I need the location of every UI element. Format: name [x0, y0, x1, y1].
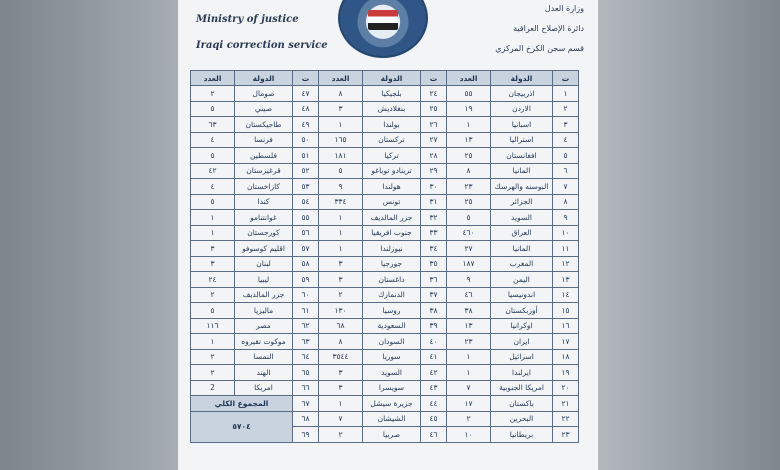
cell-count: ٣	[191, 256, 235, 272]
cell-country: هولندا	[363, 179, 421, 195]
cell-count: ٢	[191, 349, 235, 365]
header-count: العدد	[191, 71, 235, 86]
header-english-ministry: Ministry of justice	[196, 14, 299, 25]
country-count-table	[190, 70, 579, 443]
cell-count: ١	[191, 210, 235, 226]
cell-count: ٥	[447, 210, 491, 226]
cell-number: ٩	[553, 210, 579, 226]
cell-country: روسيا	[363, 303, 421, 319]
cell-number: ٤٠	[421, 334, 447, 350]
table-row	[191, 101, 579, 117]
cell-count: ١	[319, 210, 363, 226]
cell-country: سوريا	[363, 349, 421, 365]
table-row	[191, 256, 579, 272]
header-arabic-department: دائرة الإصلاح العراقية	[513, 24, 584, 33]
background-left	[0, 0, 178, 470]
cell-country: العراق	[491, 225, 553, 241]
cell-count: ٤٦٠	[447, 225, 491, 241]
cell-country: داغستان	[363, 272, 421, 288]
table-row	[191, 303, 579, 319]
cell-count: ٢٧	[447, 241, 491, 257]
cell-number: ١٠	[553, 225, 579, 241]
cell-count: ٢٥	[447, 148, 491, 164]
cell-country: ترينادو توباغو	[363, 163, 421, 179]
cell-country: امريكا الجنوبية	[491, 380, 553, 396]
header-arabic-ministry: وزارة العدل	[544, 4, 584, 13]
cell-count: ١	[191, 225, 235, 241]
table-row	[191, 287, 579, 303]
table-row	[191, 117, 579, 133]
cell-count: ١٠	[447, 427, 491, 443]
cell-country: المانيا	[491, 241, 553, 257]
cell-count: ١٩	[447, 101, 491, 117]
cell-number: ١	[553, 86, 579, 102]
cell-number: ٥٠	[293, 132, 319, 148]
cell-country: صيني	[235, 101, 293, 117]
cell-count: ٥	[319, 163, 363, 179]
cell-country: نيوزلندا	[363, 241, 421, 257]
cell-number: ٣٩	[421, 318, 447, 334]
cell-count: ٩	[319, 179, 363, 195]
cell-country: المانيا	[491, 163, 553, 179]
cell-count: ٢	[319, 287, 363, 303]
cell-count: ١	[319, 225, 363, 241]
cell-number: ٤٤	[421, 396, 447, 412]
cell-count: ٩	[447, 272, 491, 288]
table-row	[191, 210, 579, 226]
cell-country: جورجيا	[363, 256, 421, 272]
cell-country: السعودية	[363, 318, 421, 334]
cell-country: اقليم كوسوفو	[235, 241, 293, 257]
cell-number: ٥٥	[293, 210, 319, 226]
cell-number: ٢١	[553, 396, 579, 412]
table-row	[191, 163, 579, 179]
cell-count: ١١٦	[191, 318, 235, 334]
cell-number: ٦٧	[293, 396, 319, 412]
cell-country: اليمن	[491, 272, 553, 288]
cell-country: اندونيسيا	[491, 287, 553, 303]
cell-number: ٢٠	[553, 380, 579, 396]
table-row	[191, 396, 579, 412]
cell-country: الجزائر	[491, 194, 553, 210]
cell-country: تركيا	[363, 148, 421, 164]
cell-country: صومال	[235, 86, 293, 102]
cell-number: ٣١	[421, 194, 447, 210]
cell-number: ٣٤	[421, 241, 447, 257]
cell-count: ٢	[191, 287, 235, 303]
document-sheet	[178, 0, 598, 470]
cell-count: ١	[319, 117, 363, 133]
cell-number: ٥٦	[293, 225, 319, 241]
cell-count: ٨	[319, 334, 363, 350]
cell-country: اوكرانيا	[491, 318, 553, 334]
table-row	[191, 225, 579, 241]
cell-number: ٤٥	[421, 411, 447, 427]
cell-country: السويد	[363, 365, 421, 381]
cell-number: ٤٦	[421, 427, 447, 443]
cell-country: ايران	[491, 334, 553, 350]
cell-number: ١٧	[553, 334, 579, 350]
cell-count: ٥	[191, 148, 235, 164]
cell-number: ١٩	[553, 365, 579, 381]
cell-number: ٢٥	[421, 101, 447, 117]
table-row	[191, 132, 579, 148]
cell-number: ١٨	[553, 349, 579, 365]
cell-number: ٢٤	[421, 86, 447, 102]
cell-country: الشيشان	[363, 411, 421, 427]
header-country: الدولة	[363, 71, 421, 86]
cell-number: ٦٠	[293, 287, 319, 303]
cell-country: النمسا	[235, 349, 293, 365]
cell-country: أوزبكستان	[491, 303, 553, 319]
cell-country: بنغلاديش	[363, 101, 421, 117]
cell-count: 2	[191, 380, 235, 396]
cell-number: ٢٨	[421, 148, 447, 164]
header-arabic-prison: قسم سجن الكرخ المركزي	[495, 44, 584, 53]
cell-number: ٥٧	[293, 241, 319, 257]
cell-country: سويسرا	[363, 380, 421, 396]
cell-count: ٣	[319, 101, 363, 117]
cell-country: باكستان	[491, 396, 553, 412]
cell-country: جزر المالديف	[363, 210, 421, 226]
cell-number: ٦٥	[293, 365, 319, 381]
cell-country: اسرائيل	[491, 349, 553, 365]
cell-number: ٦٣	[293, 334, 319, 350]
cell-country: اذربيجان	[491, 86, 553, 102]
cell-country: صربيا	[363, 427, 421, 443]
table-row	[191, 272, 579, 288]
cell-count: ٢٥	[447, 194, 491, 210]
cell-count: ١٣	[447, 318, 491, 334]
background-right	[598, 0, 780, 470]
cell-country: ليبيا	[235, 272, 293, 288]
cell-number: ٣٨	[421, 303, 447, 319]
cell-number: ١٢	[553, 256, 579, 272]
cell-country: مصر	[235, 318, 293, 334]
cell-count: ٥	[191, 303, 235, 319]
cell-count: ٣٣٤	[319, 194, 363, 210]
cell-number: ٥٢	[293, 163, 319, 179]
cell-country: ايرلندا	[491, 365, 553, 381]
cell-count: ١٣	[447, 132, 491, 148]
header-number: ت	[293, 71, 319, 86]
cell-count: ٢٣	[447, 334, 491, 350]
cell-country: تونس	[363, 194, 421, 210]
cell-number: ٣٥	[421, 256, 447, 272]
cell-country: فلسطين	[235, 148, 293, 164]
cell-count: ١	[319, 241, 363, 257]
cell-number: ١٦	[553, 318, 579, 334]
cell-country: فرنسا	[235, 132, 293, 148]
cell-number: ٦٩	[293, 427, 319, 443]
cell-country: اسبانيا	[491, 117, 553, 133]
header-count: العدد	[447, 71, 491, 86]
total-value: ٥٧٠٤	[191, 411, 293, 442]
cell-count: ١	[319, 396, 363, 412]
cell-count: ١	[447, 365, 491, 381]
table-row	[191, 349, 579, 365]
cell-number: ٢٢	[553, 411, 579, 427]
cell-number: ٥٤	[293, 194, 319, 210]
cell-number: ٧	[553, 179, 579, 195]
cell-number: ٤٩	[293, 117, 319, 133]
cell-count: ١٨٧	[447, 256, 491, 272]
header-country: الدولة	[235, 71, 293, 86]
cell-number: ٣٦	[421, 272, 447, 288]
cell-number: ٣٣	[421, 225, 447, 241]
cell-country: طاجيكستان	[235, 117, 293, 133]
cell-count: ٧	[319, 411, 363, 427]
cell-number: ٥٩	[293, 272, 319, 288]
cell-count: ٥	[191, 101, 235, 117]
cell-number: ٤٨	[293, 101, 319, 117]
cell-country: كندا	[235, 194, 293, 210]
cell-count: ٦٣	[191, 117, 235, 133]
cell-count: ٥	[191, 194, 235, 210]
cell-count: ٢	[319, 427, 363, 443]
header-english-service: Iraqi correction service	[196, 40, 328, 51]
table-row	[191, 241, 579, 257]
table-row	[191, 148, 579, 164]
cell-number: ٨	[553, 194, 579, 210]
table-row	[191, 86, 579, 102]
cell-count: ١٧	[447, 396, 491, 412]
cell-number: ١١	[553, 241, 579, 257]
cell-number: ٥٣	[293, 179, 319, 195]
cell-count: ٣	[191, 241, 235, 257]
table-row	[191, 380, 579, 396]
cell-count: ٢٤	[191, 272, 235, 288]
cell-count: ٤٢	[191, 163, 235, 179]
cell-country: بلجيكيا	[363, 86, 421, 102]
cell-number: ٢٧	[421, 132, 447, 148]
cell-country: كورجستان	[235, 225, 293, 241]
cell-number: ٢٩	[421, 163, 447, 179]
cell-country: كازاخستان	[235, 179, 293, 195]
cell-count: ٣	[319, 272, 363, 288]
cell-country: تركستان	[363, 132, 421, 148]
cell-number: ٦٦	[293, 380, 319, 396]
cell-number: ٤٣	[421, 380, 447, 396]
cell-country: جنوب افريقيا	[363, 225, 421, 241]
cell-number: ٣٠	[421, 179, 447, 195]
cell-count: ١٦٥	[319, 132, 363, 148]
cell-country: استراليا	[491, 132, 553, 148]
cell-count: ٤	[191, 132, 235, 148]
cell-number: ٤	[553, 132, 579, 148]
cell-count: ٨	[319, 86, 363, 102]
cell-count: ٣٨	[447, 303, 491, 319]
table-row	[191, 194, 579, 210]
cell-count: ١	[447, 117, 491, 133]
cell-number: ٣٧	[421, 287, 447, 303]
cell-count: ٣	[319, 256, 363, 272]
cell-number: ٦٨	[293, 411, 319, 427]
cell-count: ٤	[191, 179, 235, 195]
cell-country: السويد	[491, 210, 553, 226]
cell-number: ٦٢	[293, 318, 319, 334]
cell-count: ٢٣	[447, 179, 491, 195]
cell-count: ٨	[447, 163, 491, 179]
ministry-seal-icon	[338, 0, 428, 58]
cell-number: ٣٢	[421, 210, 447, 226]
cell-number: ١٥	[553, 303, 579, 319]
cell-count: ١	[191, 334, 235, 350]
cell-number: ٢٣	[553, 427, 579, 443]
cell-number: ٢٦	[421, 117, 447, 133]
cell-number: ٥	[553, 148, 579, 164]
cell-count: ١٨١	[319, 148, 363, 164]
cell-count: ٣	[319, 365, 363, 381]
cell-number: ٥١	[293, 148, 319, 164]
cell-country: ماليزيا	[235, 303, 293, 319]
cell-count: ٤٦	[447, 287, 491, 303]
cell-country: لبنان	[235, 256, 293, 272]
cell-country: بريطانيا	[491, 427, 553, 443]
flag-icon	[368, 10, 398, 30]
cell-number: ٦٤	[293, 349, 319, 365]
table-row	[191, 411, 579, 427]
cell-number: ٥٨	[293, 256, 319, 272]
cell-country: الدنمارك	[363, 287, 421, 303]
cell-number: ٦١	[293, 303, 319, 319]
cell-country: البوسنه والهرسك	[491, 179, 553, 195]
cell-country: البحرين	[491, 411, 553, 427]
cell-count: ٦٨	[319, 318, 363, 334]
cell-country: جزر المالديف	[235, 287, 293, 303]
cell-number: ٦	[553, 163, 579, 179]
cell-count: ٧	[447, 380, 491, 396]
cell-count: ٥٥	[447, 86, 491, 102]
header-number: ت	[421, 71, 447, 86]
cell-number: ٢	[553, 101, 579, 117]
header-country: الدولة	[491, 71, 553, 86]
cell-country: افغانستان	[491, 148, 553, 164]
cell-country: بولندا	[363, 117, 421, 133]
cell-number: ١٣	[553, 272, 579, 288]
table-row	[191, 179, 579, 195]
cell-count: ١٣٠	[319, 303, 363, 319]
cell-number: ١٤	[553, 287, 579, 303]
cell-country: غوانتنامو	[235, 210, 293, 226]
cell-country: موكوت تقيروه	[235, 334, 293, 350]
table-row	[191, 318, 579, 334]
total-label: المجموع الكلي	[191, 396, 293, 412]
table-row	[191, 334, 579, 350]
header-count: العدد	[319, 71, 363, 86]
header-number: ت	[553, 71, 579, 86]
cell-country: الهند	[235, 365, 293, 381]
cell-country: قرغيزستان	[235, 163, 293, 179]
table-row	[191, 365, 579, 381]
cell-count: ٣٥٤٤	[319, 349, 363, 365]
cell-count: ٢	[447, 411, 491, 427]
cell-count: ٣	[319, 380, 363, 396]
cell-count: ١	[447, 349, 491, 365]
cell-number: ٣	[553, 117, 579, 133]
cell-number: ٤٢	[421, 365, 447, 381]
cell-country: امريكا	[235, 380, 293, 396]
cell-number: ٤٧	[293, 86, 319, 102]
cell-number: ٤١	[421, 349, 447, 365]
cell-country: السودان	[363, 334, 421, 350]
cell-country: جزيرة سيشل	[363, 396, 421, 412]
cell-country: الاردن	[491, 101, 553, 117]
cell-country: المغرب	[491, 256, 553, 272]
cell-count: ٢	[191, 86, 235, 102]
table-header-row	[191, 71, 579, 86]
cell-count: ٢	[191, 365, 235, 381]
